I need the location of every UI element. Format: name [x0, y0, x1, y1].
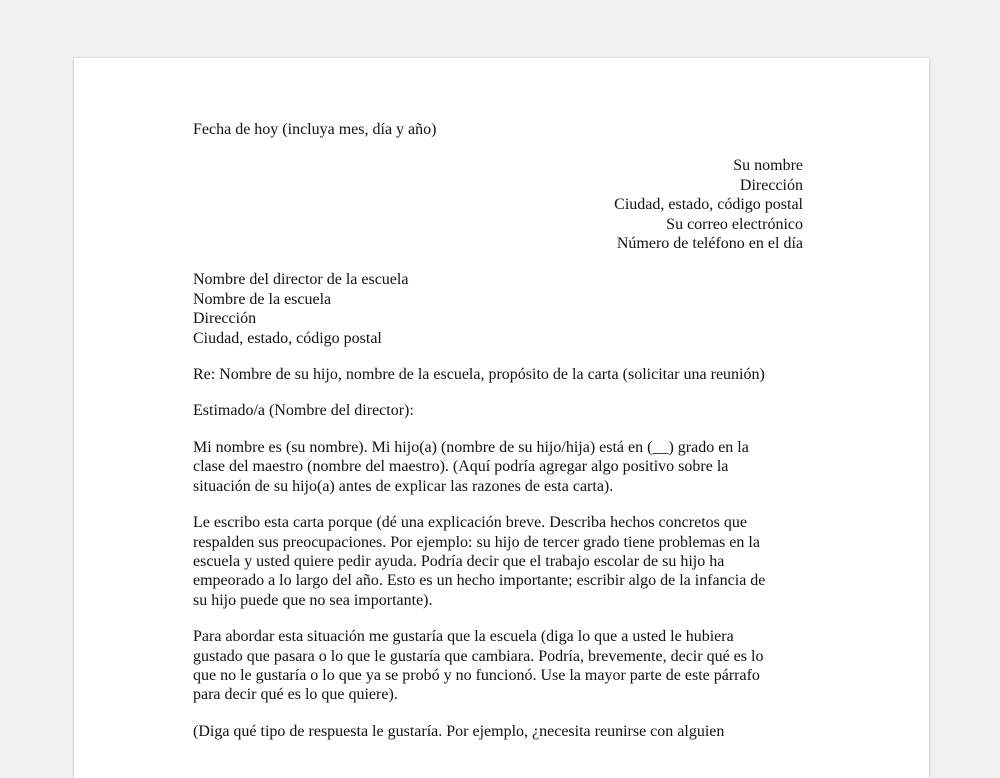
recipient-city-state-zip: Ciudad, estado, código postal [193, 329, 382, 347]
document-page [74, 58, 929, 778]
paragraph-line: situación de su hijo(a) antes de explicar las razones de esta carta). [193, 477, 614, 495]
sender-block [193, 156, 803, 253]
sender-city-state-zip: Ciudad, estado, código postal [614, 196, 803, 214]
recipient-principal: Nombre del director de la escuela [193, 271, 409, 289]
paragraph-introduction [193, 438, 803, 496]
recipient-school: Nombre de la escuela [193, 290, 332, 308]
paragraph-response [193, 722, 803, 741]
sender-name: Su nombre [733, 157, 803, 175]
paragraph-request [193, 627, 803, 705]
sender-address: Dirección [739, 176, 803, 194]
paragraph-line: escuela y usted quiere pedir ayuda. Podría decir que el trabajo escolar de su hijo ha [193, 552, 725, 570]
letter-body [193, 120, 803, 758]
sender-phone: Número de teléfono en el día [616, 235, 803, 253]
paragraph-line: gustado que pasara o lo que le gustaría que cambiara. Podría, brevemente, decir qué es lo [193, 647, 764, 665]
salutation: Estimado/a (Nombre del director): [193, 402, 414, 420]
recipient-address: Dirección [193, 310, 257, 328]
paragraph-reason [193, 513, 803, 610]
subject-line: Re: Nombre de su hijo, nombre de la escuela, propósito de la carta (solicitar una reunión) [193, 366, 765, 384]
paragraph-line: Le escribo esta carta porque (dé una explicación breve. Describa hechos concretos que [193, 514, 747, 532]
paragraph-line: empeorado a lo largo del año. Esto es un hecho importante; escribir algo de la infancia de [193, 572, 766, 590]
recipient-block [193, 270, 803, 348]
paragraph-line: Para abordar esta situación me gustaría que la escuela (diga lo que a usted le hubiera [193, 628, 734, 646]
paragraph-line: que no le gustaría o lo que ya se probó y no funcionó. Use la mayor parte de este párrafo [193, 666, 760, 684]
paragraph-line: su hijo puede que no sea importante). [193, 591, 433, 609]
paragraph-line: clase del maestro (nombre del maestro). (Aquí podría agregar algo positivo sobre la [193, 458, 729, 476]
sender-email: Su correo electrónico [666, 215, 803, 233]
letter-date: Fecha de hoy (incluya mes, día y año) [193, 121, 437, 138]
paragraph-line: para decir qué es lo que quiere). [193, 686, 398, 704]
paragraph-line: (Diga qué tipo de respuesta le gustaría. Por ejemplo, ¿necesita reunirse con alguien [193, 722, 725, 740]
paragraph-line: respalden sus preocupaciones. Por ejemplo: su hijo de tercer grado tiene problemas en la [193, 533, 760, 551]
paragraph-line: Mi nombre es (su nombre). Mi hijo(a) (nombre de su hijo/hija) está en (__) grado en la [193, 438, 749, 456]
